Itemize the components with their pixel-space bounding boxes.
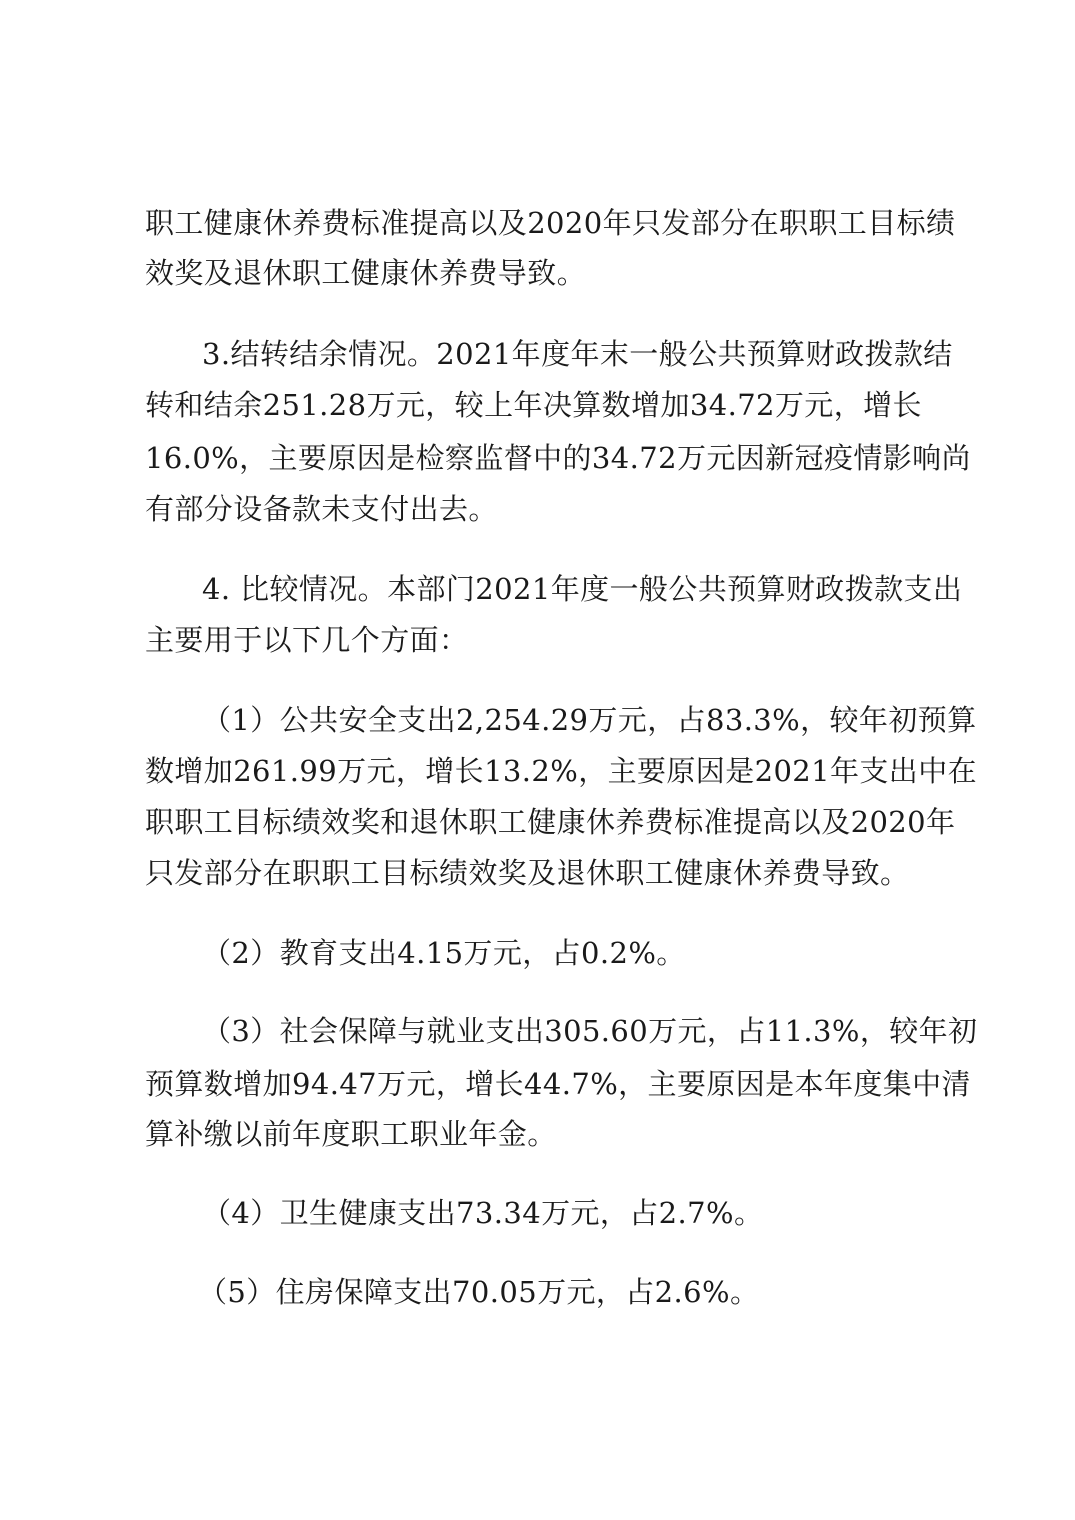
text-line-5: 16.0%，主要原因是检察监督中的34.72万元因新冠疫情影响尚 [145, 441, 971, 475]
text-line-15: 预算数增加94.47万元，增长44.7%，主要原因是本年度集中清 [145, 1067, 971, 1101]
text-line-10: 数增加261.99万元，增长13.2%，主要原因是2021年支出中在 [145, 754, 978, 788]
text-line-18: （5）住房保障支出70.05万元，占2.6%。 [198, 1275, 760, 1309]
text-line-16: 算补缴以前年度职工职业年金。 [145, 1117, 557, 1151]
text-line-17: （4）卫生健康支出73.34万元，占2.7%。 [202, 1196, 764, 1230]
text-line-6: 有部分设备款未支付出去。 [145, 492, 498, 526]
text-line-12: 只发部分在职职工目标绩效奖及退休职工健康休养费导致。 [145, 856, 910, 890]
text-line-8: 主要用于以下几个方面： [145, 623, 469, 657]
text-line-9: （1）公共安全支出2,254.29万元，占83.3%，较年初预算 [202, 703, 977, 737]
text-line-3: 3.结转结余情况。2021年度年末一般公共预算财政拨款结 [202, 337, 953, 371]
text-line-11: 职职工目标绩效奖和退休职工健康休养费标准提高以及2020年 [145, 805, 956, 839]
text-line-14: （3）社会保障与就业支出305.60万元，占11.3%，较年初 [202, 1014, 978, 1048]
text-line-2: 效奖及退休职工健康休养费导致。 [145, 256, 587, 290]
text-line-1: 职工健康休养费标准提高以及2020年只发部分在职职工目标绩 [145, 206, 956, 240]
text-line-13: （2）教育支出4.15万元，占0.2%。 [202, 936, 686, 970]
text-line-4: 转和结余251.28万元，较上年决算数增加34.72万元，增长 [145, 388, 922, 422]
text-line-7: 4. 比较情况。本部门2021年度一般公共预算财政拨款支出 [202, 572, 963, 606]
